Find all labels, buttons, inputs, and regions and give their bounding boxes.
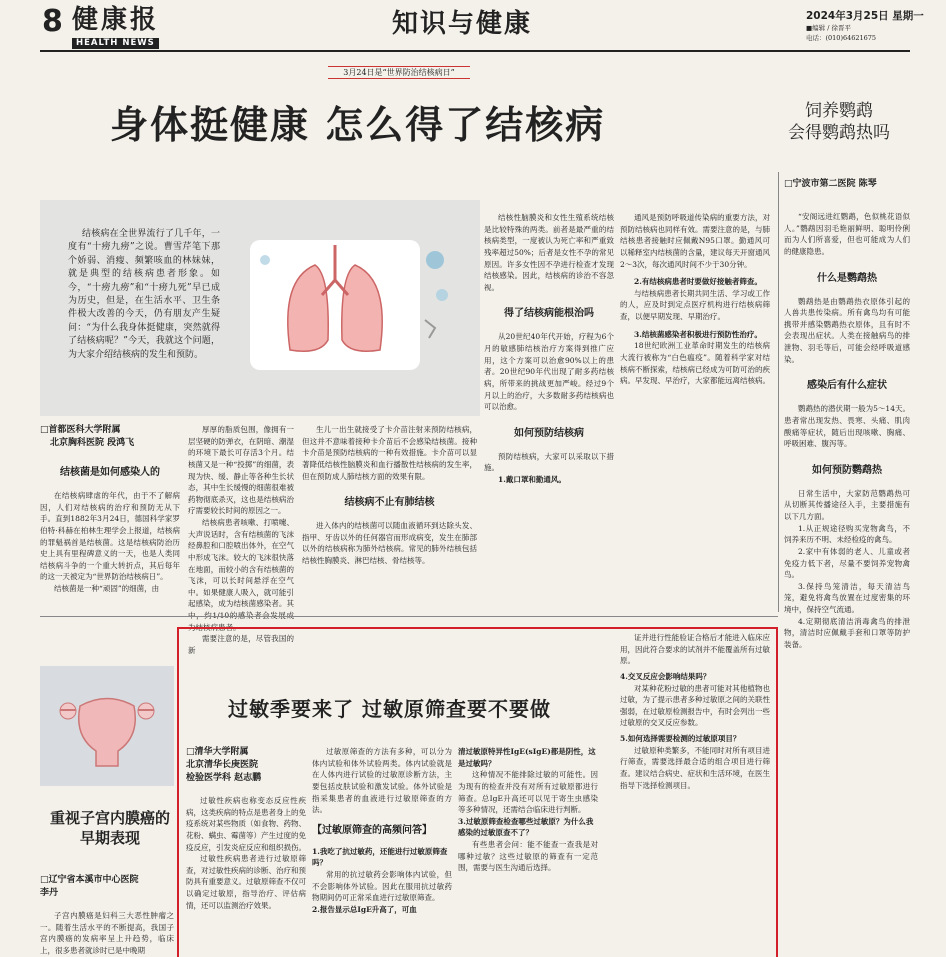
allergy-paragraph: 过敏性疾病患者进行过敏原筛查，对过敏性疾病的诊断、治疗和预防具有重要意义。过敏原筛查不仅可以确定过敏原，指导治疗、评估病情，还可以监测治疗效果。 — [186, 854, 306, 910]
feature-card — [40, 200, 480, 416]
col1-paragraph: 结核菌是一种“顽固”的细菌，由 — [54, 584, 160, 593]
col4-tip: 1.戴口罩和勤通风。 — [498, 475, 566, 484]
allergy-question-continued: 清过敏原特异性IgE(sIgE)都是阴性，这是过敏吗？ — [458, 747, 596, 768]
allergy-headline: 过敏季要来了 过敏原筛查要不要做 — [228, 697, 551, 721]
masthead — [0, 0, 946, 52]
kicker-line: 3月24日是“世界防治结核病日” — [328, 66, 470, 79]
allergy-column-4 — [620, 632, 770, 791]
col6-heading-1: 什么是鹦鹉热 — [817, 272, 877, 284]
lung-icon — [230, 220, 460, 390]
col1-paragraph: 在结核病肆虐的年代，由于不了解病因，人们对结核病的治疗和预防无从下手。直到1882年3月24日，德国科学家罗伯特·科赫在柏林生理学会上报道，结核病的罪魁祸首是结核菌。这是结核病防治历史上具有里程碑意义的一天，也是人类同结核病斗争的一个重大转折点，其后每年的这一天被定为“世界防治结核病日”。 — [40, 491, 180, 582]
allergy-column-3 — [458, 746, 598, 874]
col1-heading: 结核菌是如何感染人的 — [60, 467, 160, 478]
allergy-question: 2.报告显示总IgE升高了，可血 — [312, 904, 417, 914]
allergy-paragraph: 过敏原筛查的方法有多种，可以分为体内试验和体外试验两类。体内试验就是在人体内进行试验的过敏原诊断方法，主要包括皮肤试验和激发试验。体外试验是指采集患者的血液进行过敏原筛查的方法。 — [312, 747, 452, 815]
uterus-headline — [40, 808, 180, 848]
uterus-paragraph: 子宫内膜癌是妇科三大恶性肿瘤之一。随着生活水平的不断提高，我国子宫内膜癌的发病率呈上升趋势，临床上，很多患者就诊时已是中晚期 — [40, 911, 174, 955]
allergy-answer: 有些患者会问：能不能查一查我是对哪种过敏？这些过敏原的筛查有一定范围，需要与医生沟通后选择。 — [458, 840, 598, 873]
col1-byline-2: 北京胸科医院 段鸿飞 — [50, 438, 135, 448]
col2-paragraph: 厚厚的脂质包围，像拥有一层坚硬的防弹衣，在阴暗、潮湿的环境下最长可存活3个月。结核菌又是一种“投掷”的细菌，表现为快、缓、静止等各种生长状态，其中生长缓慢的细菌很难被药物彻底杀灭，这也是结核病治疗需要较长时间的原因之一。 — [188, 425, 294, 516]
right-headline-line2: 会得鹦鹉热吗 — [788, 123, 890, 143]
newspaper-title: 健康报 — [72, 5, 160, 35]
issue-date: 2024年3月25日 星期一 — [806, 10, 924, 22]
allergy-answer: 常用的抗过敏药会影响体内试验，但不会影响体外试验。因此在服用抗过敏药物期间仍可正常采血进行过敏原筛查。 — [312, 870, 452, 903]
allergy-paragraph: 过敏性疾病也称变态反应性疾病，这类疾病的特点是患者身上的免疫系统对某些物质（如食物、药物、花粉、螨虫、霉菌等）产生过度的免疫反应，引发炎症反应和组织损伤。 — [186, 796, 306, 852]
col3-paragraph: 进入体内的结核菌可以随血液循环到达除头发、指甲、牙齿以外的任何器官而形成病变，发生在肺部以外的结核病称为肺外结核病。常见的肺外结核包括结核性胸膜炎、淋巴结核、骨结核等。 — [302, 521, 477, 565]
allergy-question: 5.如何选择需要检测的过敏原项目？ — [620, 734, 741, 743]
allergy-question: 1.我吃了抗过敏药，还能进行过敏原筛查吗？ — [312, 846, 448, 868]
uterus-byline-2: 李丹 — [40, 888, 59, 898]
col5-paragraph: 通风是预防呼吸道传染病的重要方法，对预防结核病也同样有效。需要注意的是，与肺结核患者接触时应佩戴N95口罩。勤通风可以稀释室内结核菌的含量，建议每天开窗通风2～3次，每次通风时间不少于30分钟。 — [620, 213, 770, 269]
col6-byline: □宁波市第二医院 陈琴 — [784, 179, 877, 189]
col5-tip: 3.结核菌感染者积极进行预防性治疗。 — [634, 329, 762, 339]
col1-byline-1: □首都医科大学附属 — [40, 425, 121, 435]
col6-tip: 4.定期彻底清洁消毒禽鸟的排泄物，清洁时应佩戴手套和口罩等防护装备。 — [784, 616, 910, 649]
allergy-answer: 过敏原种类繁多，不能同时对所有项目进行筛查，需要选择最合适的组合项目进行筛查。建议结合病史、症状和生活环境，在医生指导下选择检测项目。 — [620, 745, 770, 790]
uterus-headline-line2: 早期表现 — [79, 829, 140, 847]
page-number: 8 — [42, 4, 63, 39]
allergy-answer: 对某种花粉过敏的患者可能对其他植物也过敏，为了提示患者多种过敏原之间的关联性强弱，在过敏原检测报告中，有时会列出一些过敏原的交叉反应参数。 — [620, 683, 770, 728]
section-title: 知识与健康 — [392, 9, 533, 39]
col2-paragraph: 结核病患者咳嗽、打喷嚏、大声说话时，含有结核菌的飞沫经鼻腔和口腔喷出体外，在空气中形成飞沫。较大的飞沫很快落在地面，而较小的含有结核菌的飞沫，可以长时间悬浮在空气中。如果健康人吸入，就可能引起感染，成为结核菌感染者。其 为结核病患者。 — [188, 518, 294, 632]
uterus-byline-1: □辽宁省本溪市中心医院 — [40, 875, 139, 885]
col4-heading: 得了结核病能根治吗 — [504, 308, 594, 320]
col6-heading-2: 感染后有什么症状 — [807, 380, 887, 392]
section-divider — [40, 616, 778, 617]
allergy-column-2 — [312, 746, 452, 916]
col4-paragraph: 预防结核病，大家可以采取以下措施。 — [484, 451, 614, 473]
allergy-answer: 这种情况不能排除过敏的可能性。因为现有的检查并没有对所有过敏原都进行筛查。总IgE升高还可以见于寄生虫感染等多种情况，还需结合临床进行判断。 — [458, 770, 598, 815]
uterus-illustration — [40, 666, 174, 786]
col6-paragraph: 鹦鹉热是由鹦鹉热衣原体引起的人兽共患传染病。所有禽鸟均有可能携带并感染鹦鹉热衣原体，且有时不会表现出症状。人类在接触病鸟的排泄物、羽毛等后，可能会经呼吸道感染。 — [784, 296, 910, 364]
col4-paragraph: 从20世纪40年代开始，疗程为6个月的敏感肺结核治疗方案得到推广应用，这个方案可以治愈90%以上的患者。20世纪90年代出现了耐多药结核病，所带来的挑战更加严峻。经过9个月以上的治疗，大多数耐多药结核病也可以治愈。 — [484, 332, 614, 412]
lung-illustration — [230, 220, 460, 390]
allergy-question: 3.过敏原筛查检查哪些过敏原？为什么我感染的过敏原查不了？ — [458, 816, 594, 838]
column-4 — [484, 212, 614, 486]
col5-tip: 2.有结核病患者时要做好接触者筛查。 — [634, 277, 762, 287]
allergy-question: 4.交叉反应会影响结果吗？ — [620, 671, 711, 681]
newspaper-subtitle: HEALTH NEWS — [72, 38, 159, 49]
uterus-icon — [40, 666, 174, 786]
col6-paragraph: 鹦鹉热的潜伏期一般为5～14天。患者常出现发热、畏寒、头痛、肌肉酸痛等症状，随后出现咳嗽、胸痛、呼吸困难、腹泻等。 — [784, 404, 910, 449]
allergy-qa-heading: 【过敏原筛查的高频问答】 — [312, 824, 432, 836]
col4-paragraph: 结核性脑膜炎和女性生殖系统结核是比较特殊的两类。前者是最严重的结核病类型，一度被认为死亡率和严重致残率超过50%；后者是女性不孕的常见原因。许多女性因不孕进行检查才发现结核感染。因此，结核病的诊治不容忽视。 — [484, 213, 614, 292]
column-3 — [302, 424, 477, 567]
col6-tip: 3.保持鸟笼清洁，每天清洁鸟笼，避免将禽鸟放置在过度密集的环境中，保持空气流通。 — [784, 581, 910, 614]
column-6-parrot — [784, 178, 910, 651]
column-1 — [40, 424, 180, 595]
allergy-byline-1: □清华大学附属 — [186, 747, 249, 757]
col3-heading: 结核病不止有肺结核 — [344, 497, 435, 509]
header-rule — [40, 50, 910, 52]
col6-paragraph: 日常生活中，大家防范鹦鹉热可从切断其传播途径入手，主要措施有以下几方面。 — [784, 488, 910, 521]
allergy-column-1 — [186, 746, 306, 911]
col5-paragraph: 与结核病患者长期共同生活、学习或工作的人，应及时到定点医疗机构进行结核病筛查，以便早期发现、早期治疗。 — [620, 288, 770, 321]
uterus-column — [40, 874, 174, 957]
allergy-byline-2: 北京清华长庚医院 — [186, 760, 259, 770]
uterus-headline-line1: 重视子宫内膜癌的 — [49, 809, 170, 827]
column-2 — [188, 424, 294, 657]
column-5 — [620, 212, 770, 387]
col6-tip: 2.家中有体弱的老人、儿童或者免疫力低下者，尽量不要饲养宠物禽鸟。 — [784, 546, 910, 580]
col6-heading-3: 如何预防鹦鹉热 — [812, 464, 882, 476]
col3-paragraph: 生儿一出生就接受了卡介苗注射来预防结核病，但这并不意味着接种卡介苗后不会感染结核菌。接种卡介苗是预防结核病的一种有效措施。卡介苗可以显著降低结核性脑膜炎和血行播散性结核病的发生率，但在预防成人肺结核方面的效果有限。 — [302, 425, 477, 481]
col5-paragraph: 18世纪欧洲工业革命时期发生的结核病大流行被称为“白色瘟疫”。随着科学家对结核病不断探索，结核病已经成为可防可治的疾病。早发现、早治疗，大家都能远离结核病。 — [620, 341, 770, 386]
allergy-paragraph: 证并进行性能验证合格后才能进入临床应用，因此符合要求的试剂并不能覆盖所有过敏原。 — [620, 633, 770, 666]
phone-number: 电话：(010)64621675 — [806, 34, 877, 42]
allergy-byline-3: 检验医学科 赵志鹏 — [186, 773, 262, 783]
card-intro-text: 结核病在全世界流行了几千年，一度有“十痨九痨”之说。曹雪芹笔下那个娇弱、消瘦、频繁咳血的林妹妹，就是典型的结核病患者形象。如今，“十痨九痨”和“十痨九死”早已成为历史，但是，在生活水平、卫生条件极大改善的今天，仍有朋友产生疑问：“为什么我身体挺健康，突然就得了结核病呢？”今天，我就这个问题，为大家介绍结核病的发生和预防。 — [68, 229, 220, 360]
col2-paragraph: 需要注意的是，尽管我国的新 — [188, 634, 294, 655]
col6-tip: 1.从正规途径购买宠物禽鸟，不饲养来历不明、未经检疫的禽鸟。 — [784, 523, 910, 545]
col6-paragraph: “安阁远进红鹦鹉，色似桃花语似人。”鹦鹉因羽毛艳丽鲜明、聪明伶俐而为人们所喜爱，但也可能成为人们的健康隐患。 — [784, 212, 910, 256]
main-headline: 身体挺健康 怎么得了结核病 — [110, 103, 606, 147]
col4-heading-2: 如何预防结核病 — [514, 427, 584, 439]
column-divider — [778, 172, 779, 612]
editor-credit: ■编辑 / 徐晋平 — [806, 24, 851, 32]
right-headline-line1: 饲养鹦鹉 — [805, 101, 873, 121]
right-headline — [784, 100, 894, 144]
